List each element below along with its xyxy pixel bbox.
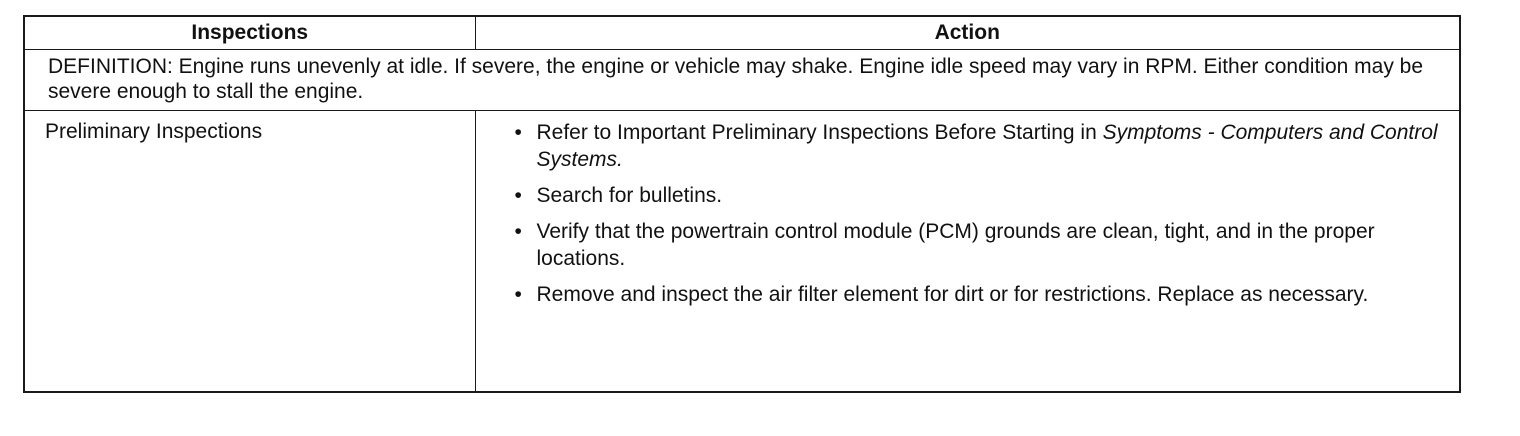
action-list <box>510 119 1440 308</box>
inspection-label: Preliminary Inspections <box>24 111 475 393</box>
diagnostic-table <box>23 15 1461 393</box>
header-inspections: Inspections <box>24 16 475 50</box>
action-reference: Symptoms - Computers and Control Systems. <box>536 121 1438 171</box>
list-item <box>510 182 1440 209</box>
definition-text: DEFINITION: Engine runs unevenly at idle. If severe, the engine or vehicle may shake. Engine idle speed may vary in RPM. Either condition may be severe enough to stall the engine. <box>24 50 1460 111</box>
list-item <box>510 218 1440 272</box>
action-cell <box>475 111 1460 393</box>
bullet-icon: • <box>514 184 522 207</box>
action-text: Search for bulletins. <box>536 184 723 207</box>
list-item <box>510 119 1440 173</box>
definition-row <box>24 50 1460 111</box>
table-row <box>24 111 1460 393</box>
action-text: Verify that the powertrain control module (PCM) grounds are clean, tight, and in the proper locations. <box>536 220 1375 270</box>
action-text: Refer to Important Preliminary Inspections Before Starting in <box>536 121 1103 144</box>
bullet-icon: • <box>514 121 522 144</box>
header-action: Action <box>475 16 1460 50</box>
header-row <box>24 16 1460 50</box>
bullet-icon: • <box>514 283 522 306</box>
bullet-icon: • <box>514 220 522 243</box>
action-text: Remove and inspect the air filter element for dirt or for restrictions. Replace as necessary. <box>536 283 1369 306</box>
list-item <box>510 281 1440 308</box>
